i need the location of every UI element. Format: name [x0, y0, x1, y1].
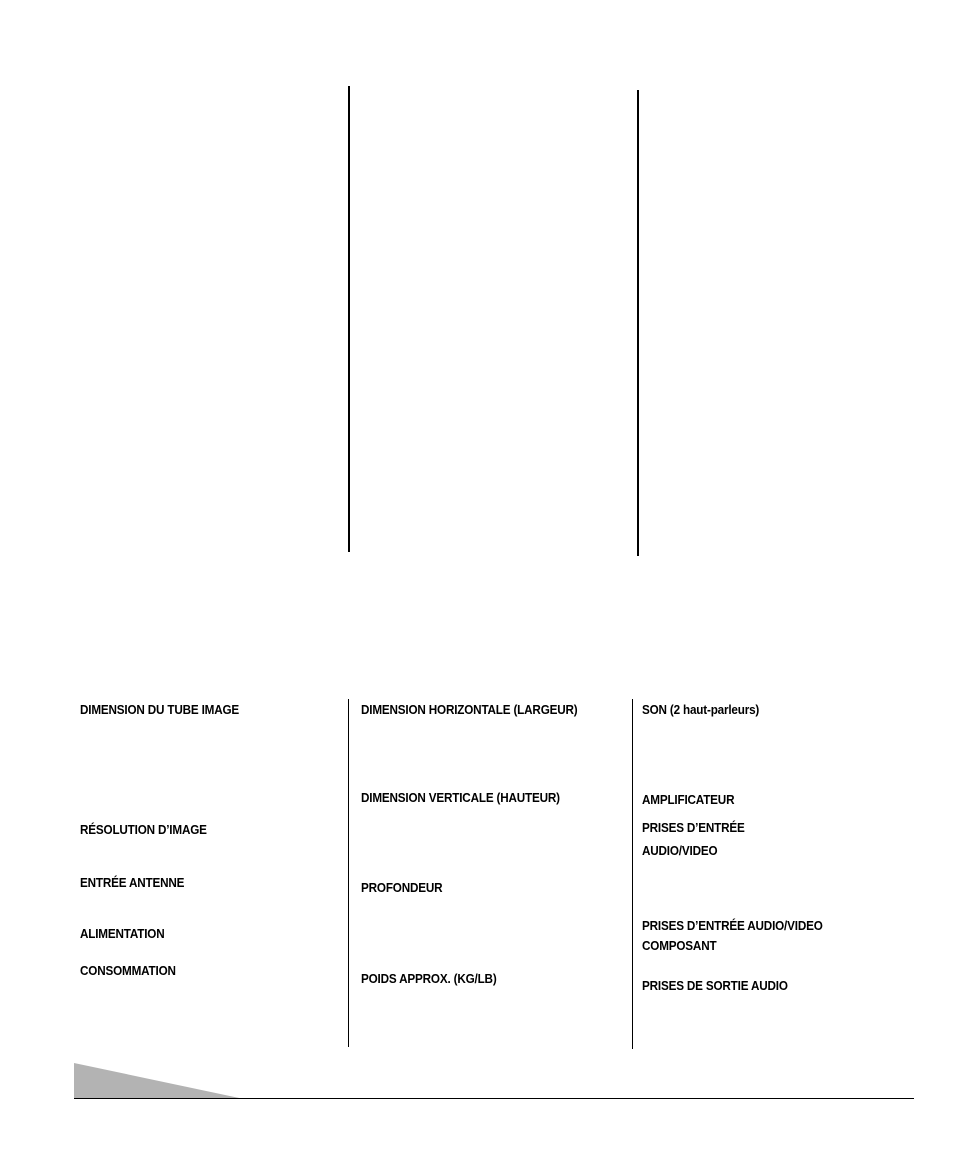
spec-label-amplifier: AMPLIFICATEUR: [642, 792, 735, 807]
upper-column-divider-left: [348, 86, 350, 552]
upper-column-divider-right: [637, 90, 639, 556]
spec-column-divider-right: [632, 699, 633, 1049]
spec-label-resolution: RÉSOLUTION D’IMAGE: [80, 822, 207, 837]
spec-label-consumption: CONSOMMATION: [80, 963, 176, 978]
spec-label-antenna: ENTRÉE ANTENNE: [80, 875, 185, 890]
spec-label-audio-out: PRISES DE SORTIE AUDIO: [642, 978, 788, 993]
spec-label-weight: POIDS APPROX. (KG/LB): [361, 971, 497, 986]
spec-column-divider-left: [348, 699, 349, 1047]
spec-label-av-inputs-line1: PRISES D’ENTRÉE: [642, 820, 745, 835]
spec-label-component-line1: PRISES D’ENTRÉE AUDIO/VIDEO: [642, 918, 823, 933]
spec-label-height: DIMENSION VERTICALE (HAUTEUR): [361, 790, 560, 805]
spec-label-component-line2: COMPOSANT: [642, 938, 717, 953]
spec-label-power: ALIMENTATION: [80, 926, 165, 941]
footer-rule: [74, 1098, 914, 1099]
spec-label-av-inputs-line2: AUDIO/VIDEO: [642, 843, 718, 858]
spec-label-depth: PROFONDEUR: [361, 880, 443, 895]
footer-wedge: [74, 1063, 244, 1099]
spec-label-tube-size: DIMENSION DU TUBE IMAGE: [80, 702, 240, 717]
spec-label-sound: SON (2 haut-parleurs): [642, 702, 760, 717]
spec-label-width: DIMENSION HORIZONTALE (LARGEUR): [361, 702, 578, 717]
